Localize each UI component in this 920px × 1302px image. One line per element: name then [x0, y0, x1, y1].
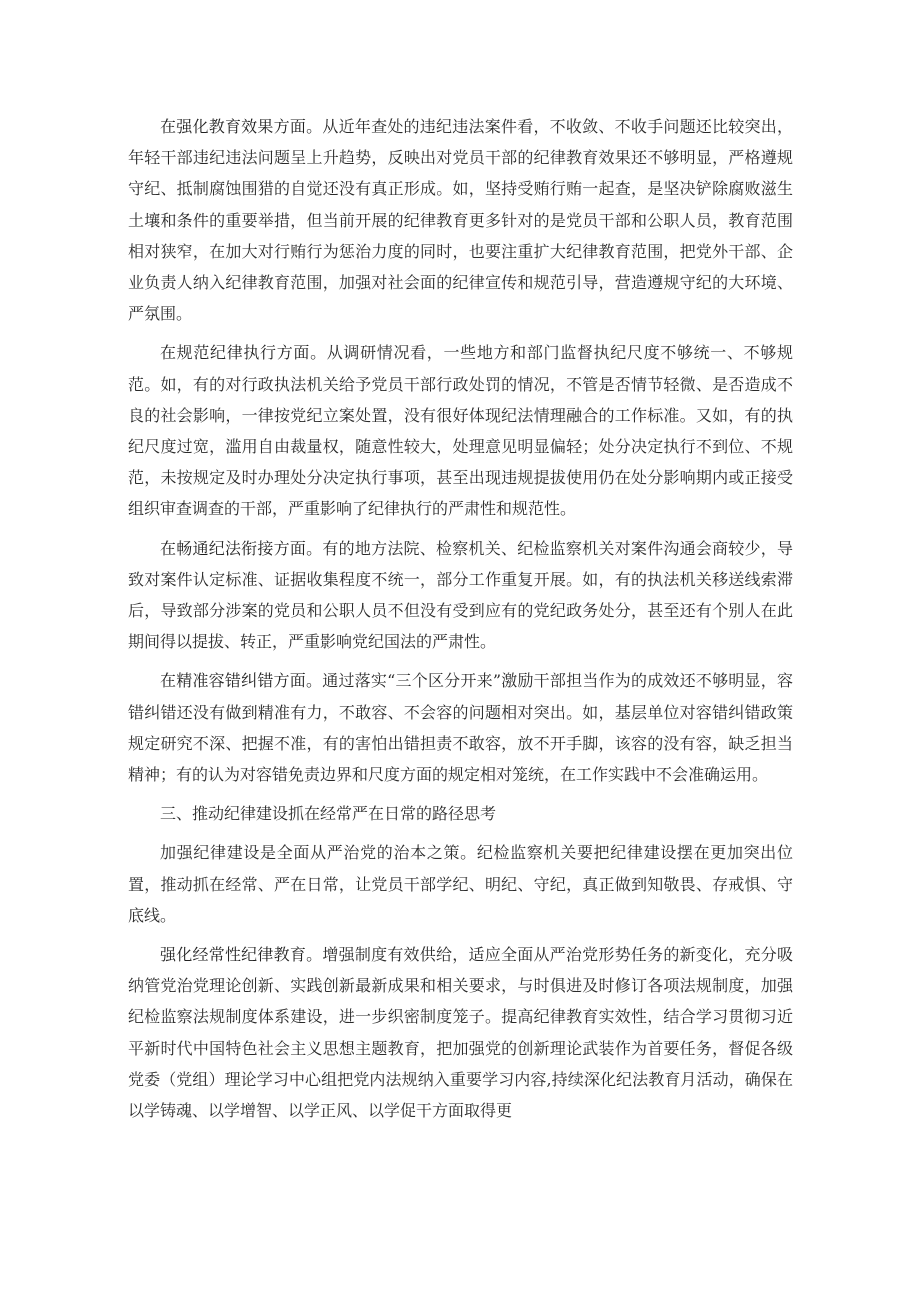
paragraph-text: 增强制度有效供给，适应全面从严治党形势任务的新变化，充分吸纳管党治党理论创新、实践创新最新成果和相关要求，与时俱进及时修订各项法规制度，加强纪检监察法规制度体系建设，进一步织密制度笼子。提高纪律教育实效性，结合学习贯彻习近平新时代中国特色社会主义思想主题教育，把加强党的创新理论武装作为首要任务，督促各级党委（党组）理论学习中心组把党内法规纳入重要学习内容,持续深化纪法教育月活动，确保在以学铸魂、以学增智、以学正风、以学促干方面取得更 — [128, 945, 793, 1121]
paragraph-text: 有的地方法院、检察机关、纪检监察机关对案件沟通会商较少，导致对案件认定标准、证据收集程度不统一，部分工作重复开展。如，有的执法机关移送线索滞后，导致部分涉案的党员和公职人员不但没有受到应有的党纪政务处分，甚至还有个别人在此期间得以提拔、转正，严重影响党纪国法的严肃性。 — [128, 538, 793, 652]
paragraph-lead: 在强化教育效果方面。 — [160, 117, 323, 136]
paragraph-law-connection — [128, 533, 793, 658]
paragraph-lead: 在规范纪律执行方面。 — [160, 343, 327, 363]
paragraph-text: 通过落实“三个区分开来”激励干部担当作为的成效还不够明显，容错纠错还没有做到精准有力，不敢容、不会容的问题相对突出。如，基层单位对容错纠错政策规定研究不深、把握不准，有的害怕出错担责不敢容，放不开手脚，该容的没有容，缺乏担当精神；有的认为对容错免责边界和尺度方面的规定相对笼统，在工作实践中不会准确运用。 — [128, 671, 793, 785]
paragraph-lead: 在精准容错纠错方面。 — [160, 671, 323, 691]
paragraph-error-tolerance — [128, 665, 793, 790]
section-heading — [128, 798, 793, 829]
paragraph-text: 从近年查处的违纪违法案件看，不收敛、不收手问题还比较突出，年轻干部违纪违法问题呈上升趋势，反映出对党员干部的纪律教育效果还不够明显，严格遵规守纪、抵制腐蚀围猎的自觉还没有真正形成。如，坚持受贿行贿一起查，是坚决铲除腐败滋生土壤和条件的重要举措，但当前开展的纪律教育更多针对的是党员干部和公职人员，教育范围相对狭窄，在加大对行贿行为惩治力度的同时，也要注重扩大纪律教育范围，把党外干部、企业负责人纳入纪律教育范围，加强对社会面的纪律宣传和规范引导，营造遵规守纪的大环境、严氛围。 — [128, 117, 793, 324]
paragraph-discipline-building — [128, 837, 793, 931]
paragraph-text: 从调研情况看，一些地方和部门监督执纪尺度不够统一、不够规范。如，有的对行政执法机关给予党员干部行政处罚的情况，不管是否情节轻微、是否造成不良的社会影响，一律按党纪立案处置，没有很好体现纪法情理融合的工作标准。又如，有的执纪尺度过宽，滥用自由裁量权，随意性较大，处理意见明显偏轻；处分决定执行不到位、不规范，未按规定及时办理处分决定执行事项，甚至出现违规提拔使用仍在处分影响期内或正接受组织审查调查的干部，严重影响了纪律执行的严肃性和规范性。 — [128, 343, 793, 519]
paragraph-discipline-enforcement — [128, 337, 793, 524]
paragraph-lead: 在畅通纪法衔接方面。 — [160, 538, 323, 558]
section-heading-text: 三、推动纪律建设抓在经常严在日常的路径思考 — [160, 804, 497, 824]
document-body — [128, 111, 793, 1134]
paragraph-lead: 强化经常性纪律教育。 — [160, 945, 323, 965]
paragraph-education-effect — [128, 111, 793, 329]
paragraph-regular-education — [128, 939, 793, 1126]
paragraph-text: 加强纪律建设是全面从严治党的治本之策。纪检监察机关要把纪律建设摆在更加突出位置，推动抓在经常、严在日常，让党员干部学纪、明纪、守纪，真正做到知敬畏、存戒惧、守底线。 — [128, 843, 793, 925]
